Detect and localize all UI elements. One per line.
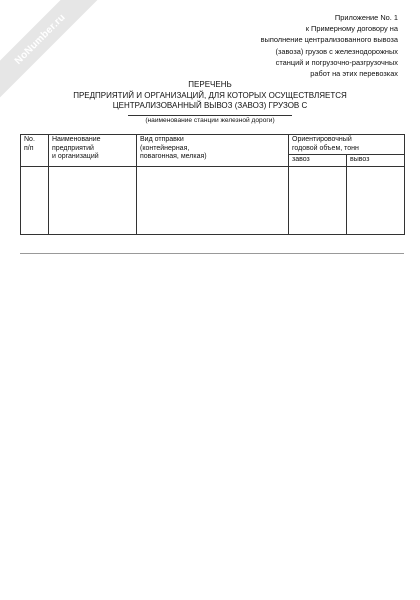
header-inbound: завоз: [289, 155, 347, 167]
header-no: No. п/п: [21, 135, 49, 167]
header-shipment-type: Вид отправки (контейнерная, повагонная, мелкая): [137, 135, 289, 167]
appendix-line: к Примерному договору на: [305, 24, 398, 34]
table-cell[interactable]: [347, 166, 405, 234]
appendix-line: выполнение централизованного вывоза: [260, 35, 398, 45]
station-blank-line: [128, 115, 292, 116]
appendix-note: [198, 12, 398, 79]
title-line: ПЕРЕЧЕНЬ: [188, 80, 232, 89]
appendix-line: работ на этих перевозках: [310, 69, 398, 79]
table-cell[interactable]: [49, 166, 137, 234]
table-cell[interactable]: [289, 166, 347, 234]
watermark-text: NoNumber.ru: [12, 11, 68, 67]
header-outbound: вывоз: [347, 155, 405, 167]
table-cell[interactable]: [21, 166, 49, 234]
enterprises-table: [20, 134, 405, 235]
header-annual-volume: Ориентировочный годовой объем, тонн: [289, 135, 405, 155]
title-line: ПРЕДПРИЯТИЙ И ОРГАНИЗАЦИЙ, ДЛЯ КОТОРЫХ ОСУЩЕСТВЛЯЕТСЯ: [73, 90, 347, 100]
header-name: Наименование предприятий и организаций: [49, 135, 137, 167]
table-cell[interactable]: [137, 166, 289, 234]
appendix-line: станций и погрузочно-разгрузочных: [275, 57, 398, 67]
page-divider: [20, 253, 404, 254]
table-row: [21, 166, 405, 234]
appendix-line: Приложение No. 1: [334, 13, 398, 22]
title-line: ЦЕНТРАЛИЗОВАННЫЙ ВЫВОЗ (ЗАВОЗ) ГРУЗОВ С: [112, 101, 308, 110]
document-title: [0, 80, 420, 112]
appendix-line: (завоза) грузов с железнодорожных: [275, 46, 398, 56]
station-caption: (наименование станции железной дороги): [145, 117, 275, 124]
